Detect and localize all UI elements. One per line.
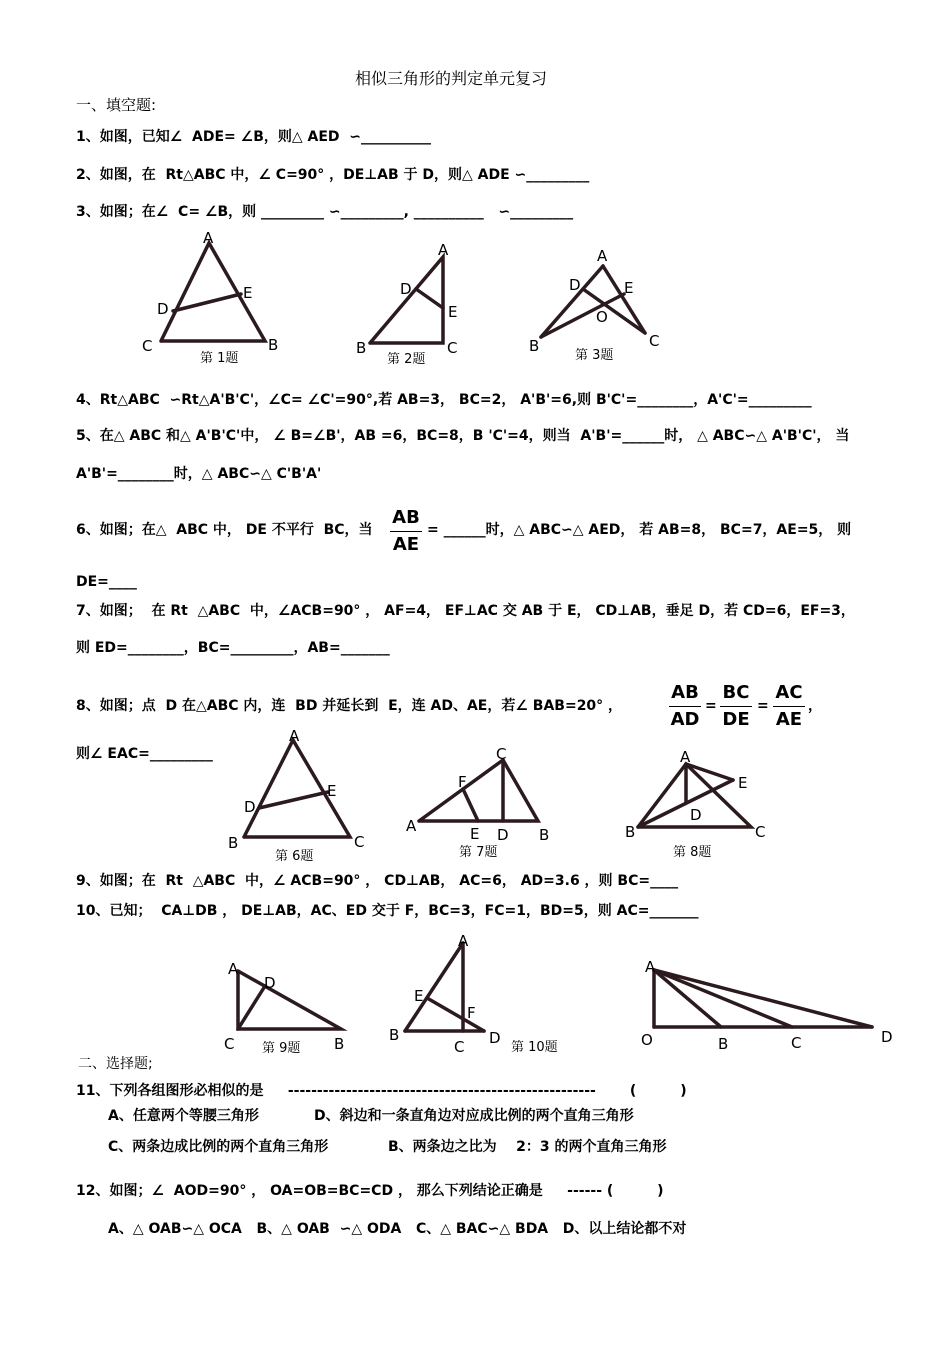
fig6-label-b: B	[228, 834, 239, 852]
fig8-label-d: D	[690, 806, 702, 824]
fig9-caption: 第 9题	[262, 1041, 301, 1056]
fig2-caption: 第 2题	[387, 352, 426, 367]
fig2-label-d: D	[400, 280, 412, 298]
fig9-label-c: C	[224, 1035, 235, 1053]
question-9: 9、如图；在 Rt △ABC 中，∠ ACB=90° ， CD⊥AB， AC=6， AD=3.6 ，则 BC=____	[76, 873, 679, 889]
fig8-label-b: B	[625, 823, 636, 841]
fig1-label-e: E	[243, 284, 253, 302]
question-11: 11、下列各组图形必相似的是 ----------------------------------------------------- ( )	[76, 1083, 687, 1099]
question-8-line-2: 则∠ EAC=_________	[76, 746, 213, 762]
fig10-label-a: A	[458, 932, 469, 950]
question-7-line-1: 7、如图； 在 Rt △ABC 中，∠ACB=90° ， AF=4， EF⊥AC 交 AB 于 E， CD⊥AB，垂足 D，若 CD=6，EF=3，	[76, 603, 855, 619]
fig10-caption: 第 10题	[511, 1040, 558, 1055]
fig10-label-e: E	[414, 987, 424, 1005]
q8-frac1-numerator: AB	[671, 682, 699, 703]
fig9-label-b: B	[334, 1035, 345, 1053]
fig9-label-a: A	[228, 960, 239, 978]
fig7-label-f: F	[458, 773, 467, 791]
fig1-label-d: D	[157, 300, 169, 318]
fig1-caption: 第 1题	[200, 351, 239, 366]
fig12-segment-ac	[654, 970, 792, 1027]
fig6-caption: 第 6题	[275, 849, 314, 864]
q8-frac3-numerator: AC	[775, 682, 803, 703]
fig2-label-a: A	[438, 241, 449, 259]
question-3: 3、如图；在∠ C= ∠B，则 _________ ∽_________, __________ ∽_________	[76, 204, 574, 220]
fig6-label-d: D	[244, 798, 256, 816]
fig10-label-d: D	[489, 1029, 501, 1047]
fig2-label-e: E	[448, 303, 458, 321]
fig10-label-f: F	[467, 1004, 476, 1022]
question-11-option-b: B、两条边之比为 2：3 的两个直角三角形	[388, 1139, 667, 1155]
question-6-suffix: = ______时，△ ABC∽△ AED， 若 AB=8， BC=7，AE=5， 则	[427, 522, 852, 538]
fig12-label-b: B	[718, 1035, 729, 1053]
q8-frac3-denominator: AE	[775, 709, 803, 730]
fig12-label-c: C	[791, 1034, 802, 1052]
fig1-label-c: C	[142, 337, 153, 355]
fig7-label-b: B	[539, 826, 550, 844]
fig7-label-d: D	[497, 826, 509, 844]
fig3-label-e: E	[624, 279, 634, 297]
fig3-label-b: B	[529, 337, 540, 355]
question-11-option-a: A、任意两个等腰三角形	[108, 1108, 259, 1124]
q8-frac1-denominator: AD	[670, 709, 700, 730]
fig6-label-a: A	[289, 727, 300, 745]
question-6-prefix: 6、如图；在△ ABC 中， DE 不平行 BC，当	[76, 522, 373, 538]
question-8-prefix: 8、如图；点 D 在△ABC 内，连 BD 并延长到 E，连 AD、AE，若∠ BAB=20° ，	[76, 698, 623, 714]
fig9-label-d: D	[264, 974, 276, 992]
question-11-option-c: C、两条边成比例的两个直角三角形	[108, 1139, 329, 1155]
fig12-label-o: O	[641, 1031, 653, 1049]
q8-frac2-numerator: BC	[722, 682, 750, 703]
fig10-label-c: C	[454, 1038, 465, 1056]
fig7-label-e: E	[470, 825, 480, 843]
question-12-options: A、△ OAB∽△ OCA B、△ OAB ∽△ ODA C、△ BAC∽△ BDA D、以上结论都不对	[108, 1221, 687, 1237]
fig2-label-b: B	[356, 339, 367, 357]
question-6-line-2: DE=____	[76, 574, 137, 590]
fig9-triangle	[238, 971, 341, 1029]
fig7-label-c: C	[496, 745, 507, 763]
fig1-label-b: B	[268, 336, 279, 354]
question-12: 12、如图；∠ AOD=90° ， OA=OB=BC=CD ， 那么下列结论正确是 ------ ( )	[76, 1183, 664, 1199]
question-5-line-2: A'B'=________时，△ ABC∽△ C'B'A'	[76, 466, 322, 482]
page-title: 相似三角形的判定单元复习	[355, 69, 548, 88]
fig6-label-c: C	[354, 833, 365, 851]
fig3-label-d: D	[569, 276, 581, 294]
question-1: 1、如图，已知∠ ADE= ∠B，则△ AED ∽__________	[76, 129, 432, 145]
q6-fraction-denominator: AE	[392, 534, 420, 555]
fig2-label-c: C	[447, 339, 458, 357]
fig3-label-o: O	[596, 308, 608, 326]
question-2: 2、如图，在 Rt△ABC 中，∠ C=90° ，DE⊥AB 于 D，则△ ADE ∽_________	[76, 167, 590, 183]
fig7-caption: 第 7题	[459, 845, 498, 860]
fig10-label-b: B	[389, 1026, 400, 1044]
q6-fraction-numerator: AB	[392, 507, 420, 528]
fig3-caption: 第 3题	[575, 348, 614, 363]
section-fill-blank: 一、填空题:	[76, 96, 157, 114]
fig7-label-a: A	[406, 817, 417, 835]
fig8-caption: 第 8题	[673, 845, 712, 860]
question-5-line-1: 5、在△ ABC 和△ A'B'C'中， ∠ B=∠B'，AB =6，BC=8，B 'C'=4，则当 A'B'=______时， △ ABC∽△ A'B'C'， 当	[76, 428, 850, 444]
q8-equals-2: =	[757, 698, 769, 714]
fig12-label-d: D	[881, 1028, 893, 1046]
fig8-label-c: C	[755, 823, 766, 841]
fig8-label-a: A	[680, 748, 691, 766]
question-11-option-d: D、斜边和一条直角边对应成比例的两个直角三角形	[314, 1108, 634, 1124]
fig9-altitude-cd	[238, 986, 265, 1029]
q8-frac2-denominator: DE	[722, 709, 750, 730]
question-7-line-2: 则 ED=________，BC=_________，AB=_______	[76, 640, 390, 656]
q8-equals-1: =	[705, 698, 717, 714]
question-10: 10、已知； CA⊥DB ， DE⊥AB，AC、ED 交于 F，BC=3，FC=1，BD=5，则 AC=_______	[76, 903, 699, 919]
question-4: 4、Rt△ABC ∽Rt△A'B'C'，∠C= ∠C'=90°,若 AB=3， BC=2， A'B'=6,则 B'C'=________，A'C'=_________	[76, 392, 812, 408]
fig6-label-e: E	[327, 782, 337, 800]
fig3-label-a: A	[597, 247, 608, 265]
fig3-label-c: C	[649, 332, 660, 350]
fig1-label-a: A	[203, 229, 214, 247]
section-choice: 二、选择题;	[78, 1056, 153, 1072]
fig12-label-a: A	[645, 958, 656, 976]
fig8-label-e: E	[738, 774, 748, 792]
q8-comma: ，	[808, 698, 822, 714]
